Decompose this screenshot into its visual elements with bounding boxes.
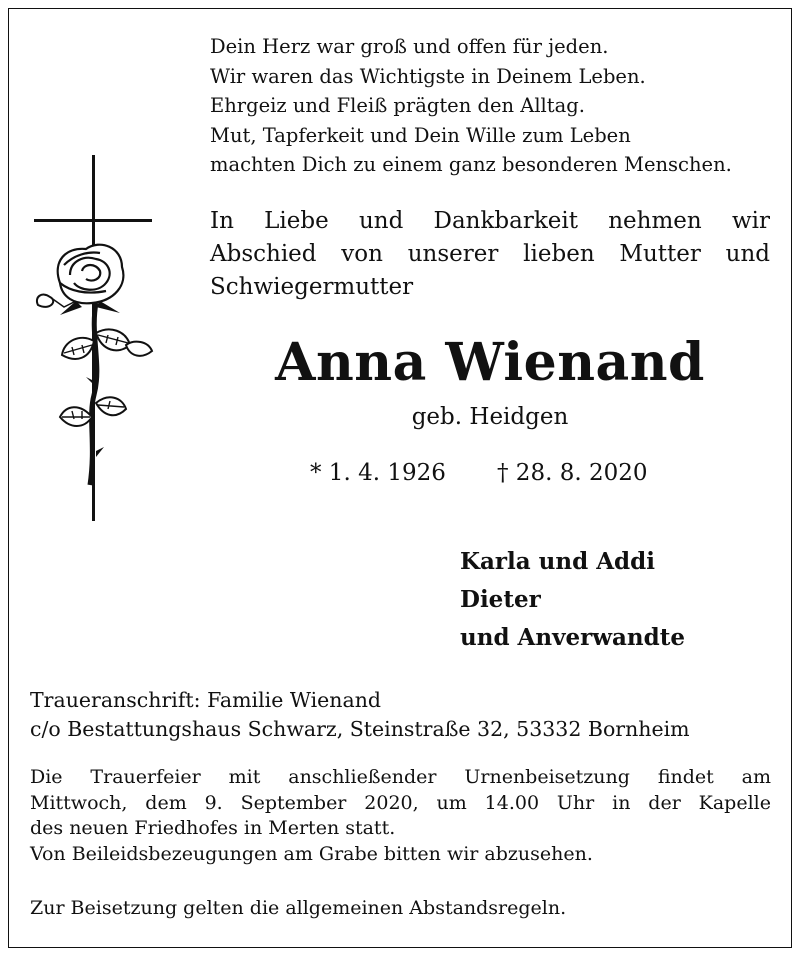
cross-with-rose-icon <box>30 155 158 523</box>
mourner: und Anverwandte <box>460 624 685 651</box>
farewell-line: In Liebe und Dankbarkeit nehmen wir <box>210 208 770 234</box>
mourner: Dieter <box>460 586 541 613</box>
birth-name: geb. Heidgen <box>411 404 569 430</box>
poem-line: Dein Herz war groß und offen für jeden. <box>210 35 609 58</box>
poem-line: Wir waren das Wichtigste in Deinem Leben. <box>210 64 646 88</box>
birth-date: * 1. 4. 1926 <box>310 460 446 486</box>
deceased-name: Anna Wienand <box>275 332 705 393</box>
mourning-address <box>30 686 690 744</box>
address-line: Traueranschrift: Familie Wienand <box>30 688 382 712</box>
ceremony-line: Die Trauerfeier mit anschließender Urnenbeisetzung findet am <box>30 766 771 788</box>
ceremony-notice <box>30 765 771 867</box>
mourners-list <box>460 543 685 657</box>
ceremony-line: Von Beileidsbezeugungen am Grabe bitten wir abzusehen. <box>30 842 593 865</box>
address-line: c/o Bestattungshaus Schwarz, Steinstraße 32, 53332 Bornheim <box>30 717 690 741</box>
farewell-line: Abschied von unserer lieben Mutter und <box>210 241 770 267</box>
ceremony-line: des neuen Friedhofes in Merten statt. <box>30 817 396 839</box>
distance-rules-note: Zur Beisetzung gelten die allgemeinen Abstandsregeln. <box>30 897 567 919</box>
poem-line: Ehrgeiz und Fleiß prägten den Alltag. <box>210 94 585 117</box>
farewell-line: Schwiegermutter <box>210 274 414 300</box>
mourner: Karla und Addi <box>460 548 655 575</box>
poem-verse <box>210 32 732 180</box>
poem-line: Mut, Tapferkeit und Dein Wille zum Leben <box>210 123 631 147</box>
ceremony-line: Mittwoch, dem 9. September 2020, um 14.00 Uhr in der Kapelle <box>30 791 771 814</box>
poem-line: machten Dich zu einem ganz besonderen Menschen. <box>210 153 732 176</box>
farewell-text <box>210 205 770 304</box>
death-date: † 28. 8. 2020 <box>497 460 648 486</box>
